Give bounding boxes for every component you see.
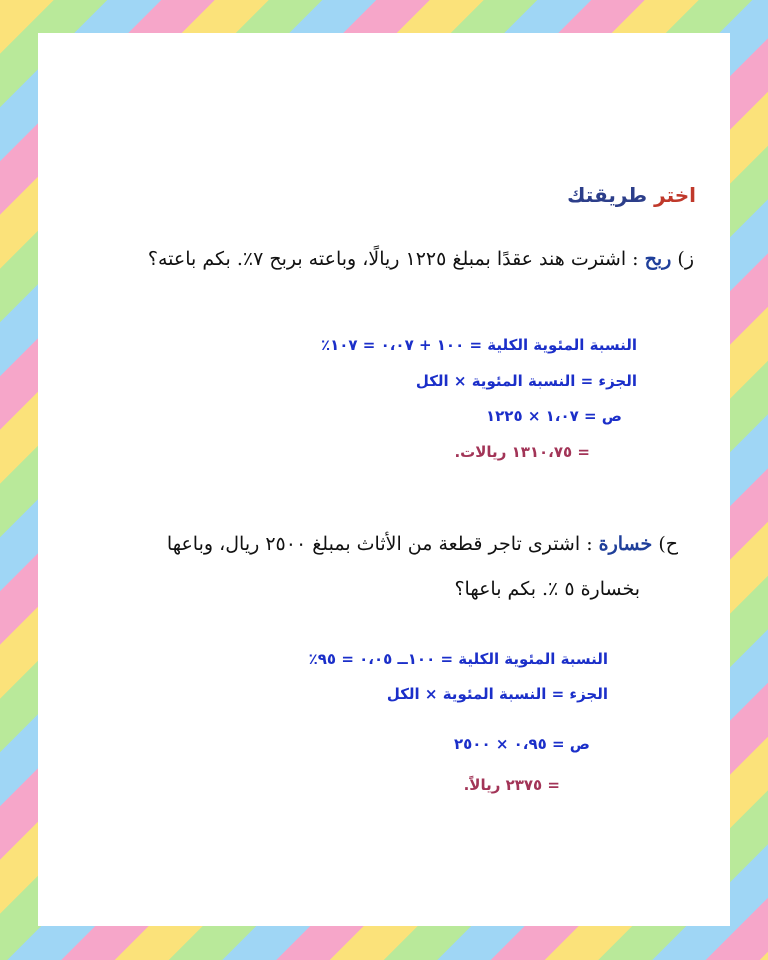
problem-z-colon: : — [632, 248, 639, 270]
problem-h-colon: : — [586, 533, 593, 555]
problem-h-line-3: ص = ٠،٩٥ × ٢٥٠٠ — [453, 735, 590, 753]
problem-z-answer: = ١٣١٠،٧٥ ريالات. — [454, 443, 590, 461]
problem-h-question-line-2: بخسارة ٥ ٪. بكم باعها؟ — [454, 578, 640, 600]
problem-h-keyword: خسارة — [598, 533, 653, 555]
problem-h-question-line-1 — [167, 533, 678, 555]
problem-z-letter: ز) — [677, 248, 694, 270]
problem-z-line-2: الجزء = النسبة المئوية × الكل — [415, 372, 637, 390]
heading-word-choose: اختر — [654, 183, 696, 207]
problem-z-line-3: ص = ١،٠٧ × ١٢٢٥ — [485, 407, 622, 425]
problem-z-question — [148, 248, 694, 270]
worksheet-card — [38, 33, 730, 926]
problem-z-keyword: ربح — [644, 248, 672, 270]
heading-word-method: طريقتك — [567, 183, 648, 207]
problem-h-line-2: الجزء = النسبة المئوية × الكل — [386, 685, 608, 703]
problem-h-answer: = ٢٣٧٥ ريالاً. — [463, 776, 560, 794]
problem-h-line-1: النسبة المئوية الكلية = ١٠٠ــ ٠،٠٥ = ٩٥٪ — [308, 650, 608, 668]
problem-z-text: اشترت هند عقدًا بمبلغ ١٢٢٥ ريالًا، وباعته بربح ٧٪. بكم باعته؟ — [147, 248, 627, 270]
problem-z-line-1: النسبة المئوية الكلية = ١٠٠ + ٠،٠٧ = ١٠٧٪ — [320, 336, 637, 354]
section-heading — [567, 183, 696, 207]
problem-h-text-1: اشترى تاجر قطعة من الأثاث بمبلغ ٢٥٠٠ ريال، وباعها — [166, 533, 581, 555]
problem-h-letter: ح) — [658, 533, 678, 555]
